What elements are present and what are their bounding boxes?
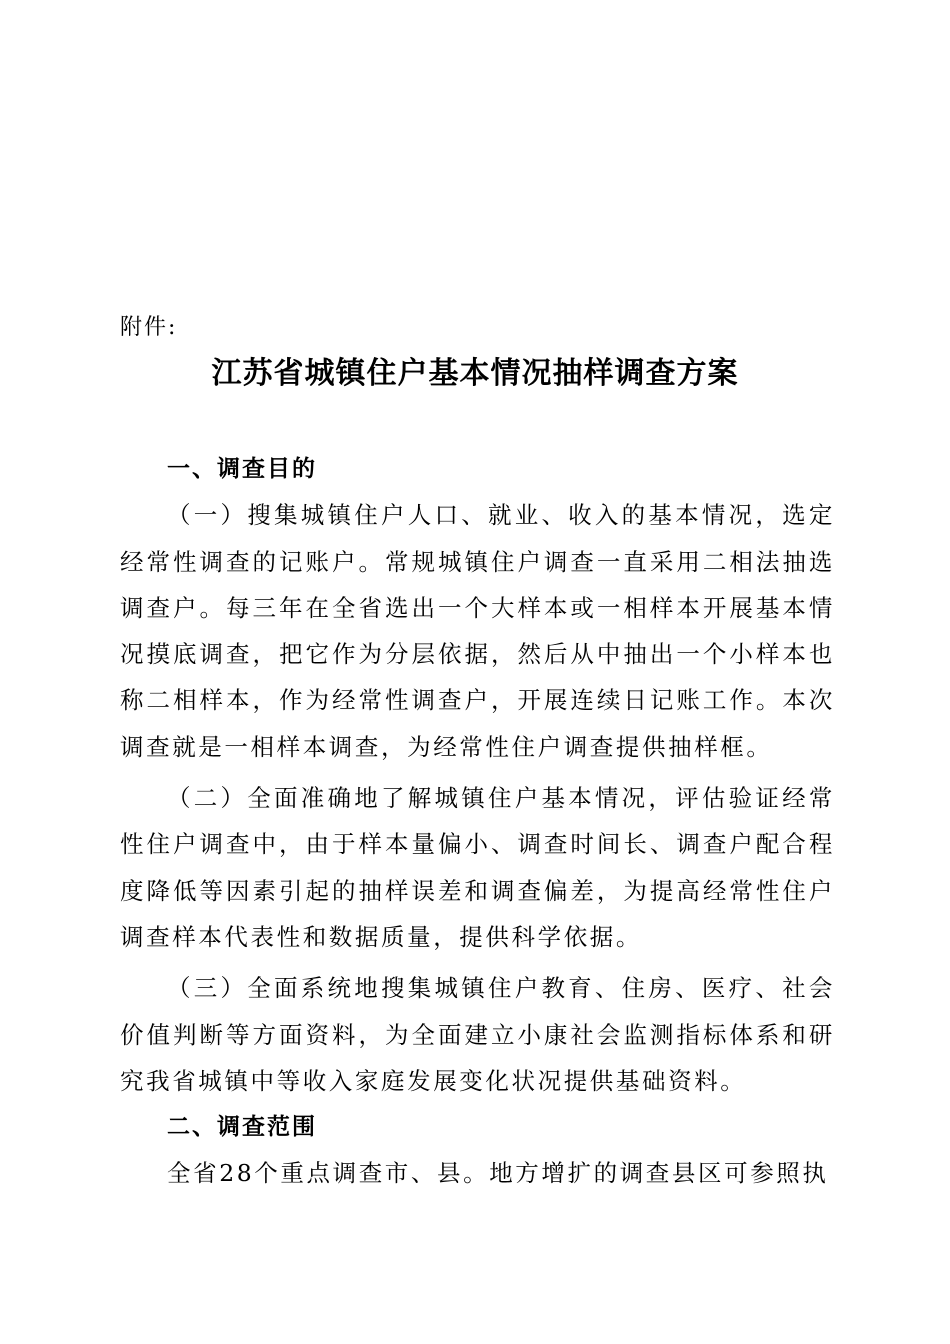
section-heading-purpose: 一、调查目的 bbox=[167, 456, 317, 482]
document-body bbox=[120, 446, 835, 1197]
document-title: 江苏省城镇住户基本情况抽样调查方案 bbox=[211, 356, 739, 391]
paragraph-purpose-1: （一）搜集城镇住户人口、就业、收入的基本情况，选定经常性调查的记账户。常规城镇住户调查一直采用二相法抽选调查户。每三年在全省选出一个大样本或一相样本开展基本情况摸底调查，把它作为分层依据，然后从中抽出一个小样本也称二相样本，作为经常性调查户，开展连续日记账工作。本次调查就是一相样本调查，为经常性住户调查提供抽样框。 bbox=[120, 501, 835, 761]
attachment-label: 附件: bbox=[120, 315, 178, 340]
paragraph-purpose-2: （二）全面准确地了解城镇住户基本情况，评估验证经常性住户调查中，由于样本量偏小、调查时间长、调查户配合程度降低等因素引起的抽样误差和调查偏差，为提高经常性住户调查样本代表性和数据质量，提供科学依据。 bbox=[120, 784, 835, 951]
section-heading-scope: 二、调查范围 bbox=[167, 1114, 317, 1141]
paragraph-scope-1: 全省28个重点调查市、县。地方增扩的调查县区可参照执 bbox=[167, 1159, 829, 1188]
paragraph-purpose-3: （三）全面系统地搜集城镇住户教育、住房、医疗、社会价值判断等方面资料，为全面建立小康社会监测指标体系和研究我省城镇中等收入家庭发展变化状况提供基础资料。 bbox=[120, 974, 835, 1095]
